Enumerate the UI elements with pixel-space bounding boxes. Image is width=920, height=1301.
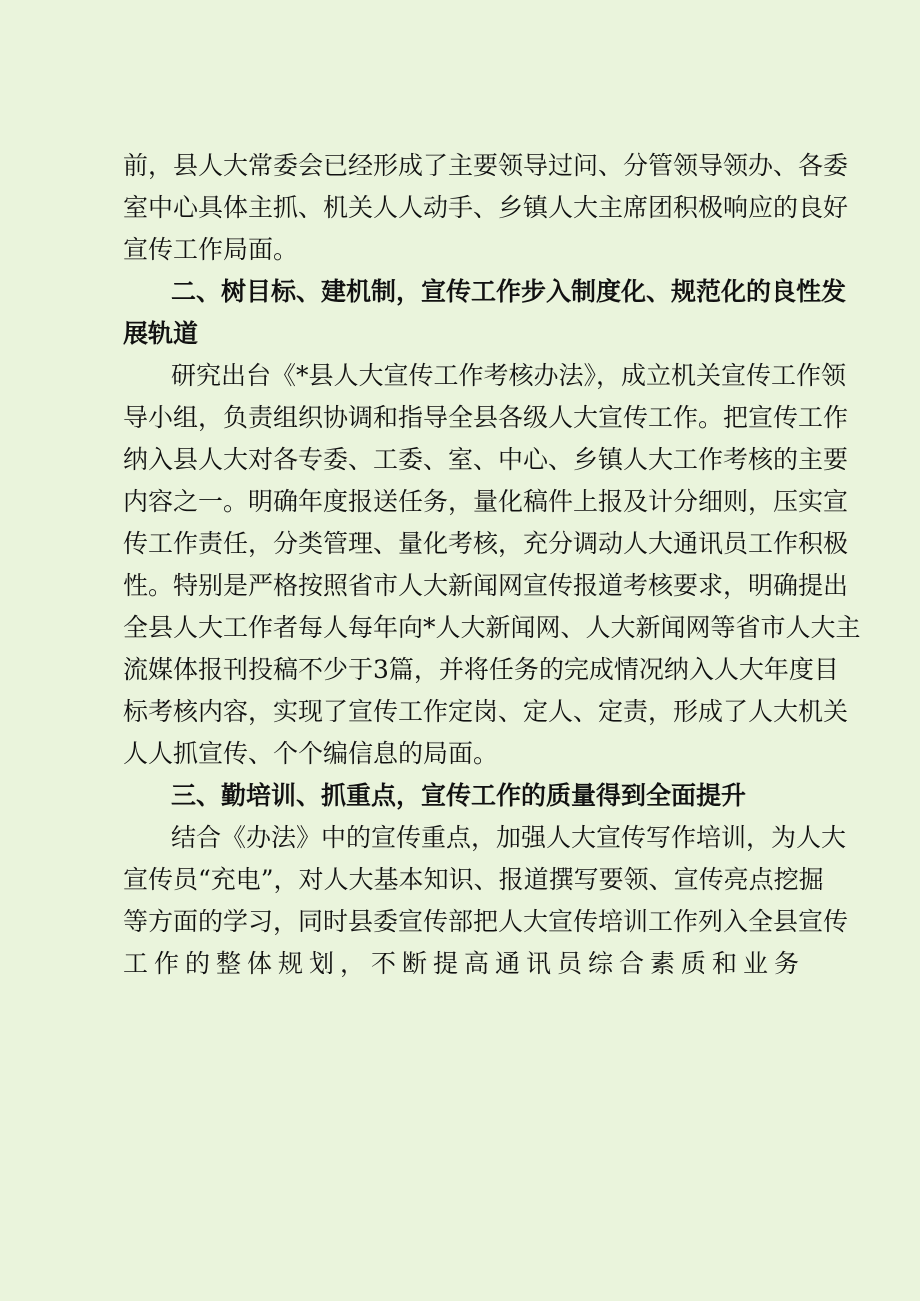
paragraph-line: 研究出台《*县人大宣传工作考核办法》，成立机关宣传工作领: [171, 361, 847, 390]
section-heading-3: [123, 775, 799, 817]
heading-line: 展轨道: [123, 319, 199, 348]
paragraph-line: 纳入县人大对各专委、工委、室、中心、乡镇人大工作考核的主要: [123, 445, 849, 474]
paragraph-line: 传工作责任，分类管理、量化考核，充分调动人大通讯员工作积极: [123, 529, 849, 558]
paragraph-line: 全县人大工作者每人每年向*人大新闻网、人大新闻网等省市人大主: [123, 613, 861, 642]
paragraph-line: 结合《办法》中的宣传重点，加强人大宣传写作培训，为人大: [171, 823, 847, 852]
paragraph-line: 导小组，负责组织协调和指导全县各级人大宣传工作。把宣传工作: [123, 403, 849, 432]
section-heading-2: [123, 271, 847, 355]
heading-line: 三、勤培训、抓重点，宣传工作的质量得到全面提升: [171, 781, 747, 810]
paragraph-continued: [123, 145, 849, 271]
paragraph-line: 前，县人大常委会已经形成了主要领导过问、分管领导领办、各委: [123, 151, 849, 180]
paragraph-line: 内容之一。明确年度报送任务，量化稿件上报及计分细则，压实宣: [123, 487, 849, 516]
paragraph-line: 室中心具体主抓、机关人人动手、乡镇人大主席团积极响应的良好: [123, 193, 849, 222]
paragraph-line: 流媒体报刊投稿不少于3篇，并将任务的完成情况纳入人大年度目: [123, 655, 839, 684]
document-body: [123, 145, 861, 985]
paragraph-line: 标考核内容，实现了宣传工作定岗、定人、定责，形成了人大机关: [123, 697, 849, 726]
heading-line: 二、树目标、建机制，宣传工作步入制度化、规范化的良性发: [171, 277, 847, 306]
paragraph-section-2: [123, 355, 861, 775]
paragraph-line: 性。特别是严格按照省市人大新闻网宣传报道考核要求，明确提出: [123, 571, 849, 600]
paragraph-line: 宣传员“充电”，对人大基本知识、报道撰写要领、宣传亮点挖掘: [123, 865, 824, 894]
paragraph-line: 宣传工作局面。: [123, 235, 299, 264]
paragraph-line: 工作的整体规划，不断提高通讯员综合素质和业务: [123, 949, 799, 978]
paragraph-line: 等方面的学习，同时县委宣传部把人大宣传培训工作列入全县宣传: [123, 907, 849, 936]
paragraph-section-3: [123, 817, 849, 985]
paragraph-line: 人人抓宣传、个个编信息的局面。: [123, 739, 499, 768]
